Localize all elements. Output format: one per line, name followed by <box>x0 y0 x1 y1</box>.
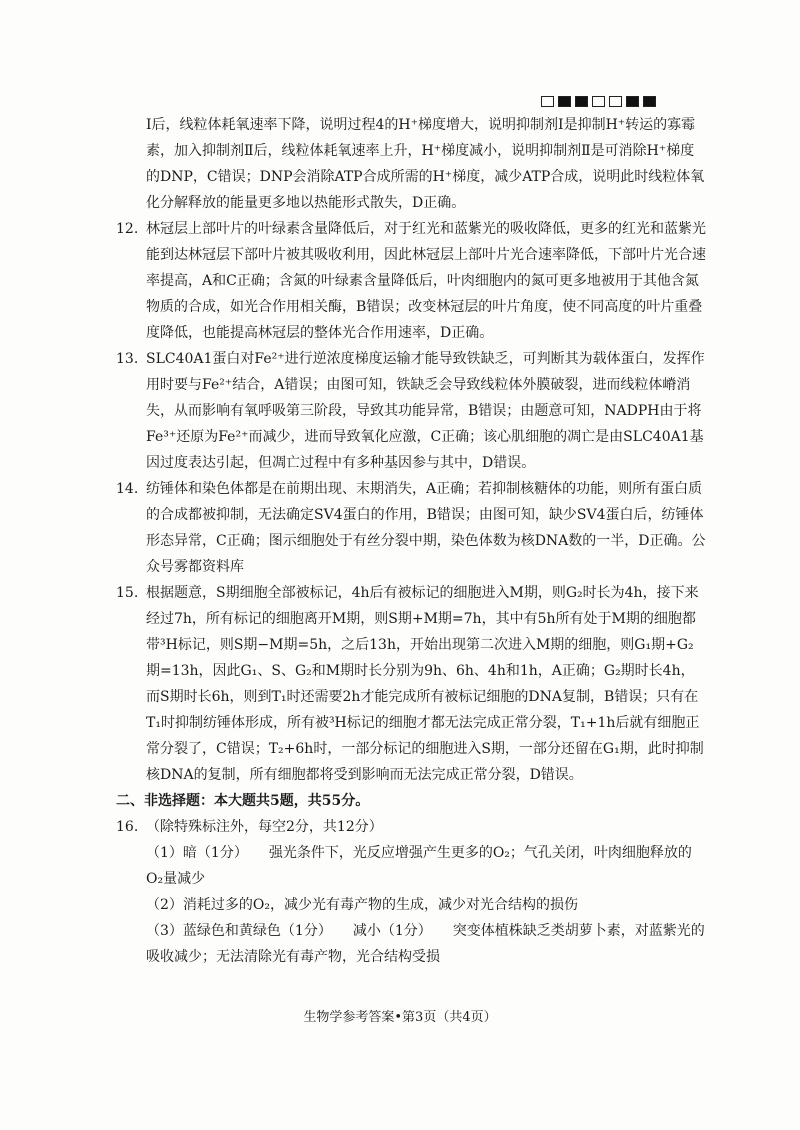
item-number: 15. <box>116 585 139 601</box>
item-number: 16. <box>116 819 139 835</box>
answer-16-part-3: （3）蓝绿色和黄绿色（1分） 减小（1分） 突变体植株缺乏类胡萝卜素，对蓝紫光的吸收减少；无法清除光有毒产物，光合结构受损 <box>146 923 705 965</box>
header-mark-empty-icon <box>541 96 554 107</box>
header-mark-empty-icon <box>592 96 605 107</box>
section-heading: 二、非选择题：本大题共5题，共55分。 <box>116 793 370 809</box>
answer-item-13 <box>116 346 706 476</box>
header-marks <box>541 96 656 107</box>
answer-item-15 <box>116 580 706 788</box>
header-mark-filled-icon <box>575 96 588 107</box>
header-mark-filled-icon <box>626 96 639 107</box>
answer-content <box>116 112 706 970</box>
answer-item-14 <box>116 476 706 580</box>
continued-answer-11: Ⅰ后，线粒体耗氧速率下降，说明过程4的H⁺梯度增大，说明抑制剂Ⅰ是抑制H⁺转运的寡霉素，加入抑制剂Ⅱ后，线粒体耗氧速率上升，H⁺梯度减小，说明抑制剂Ⅱ是可消除H⁺梯度的DNP，C错误；DNP会消除ATP合成所需的H⁺梯度，减少ATP合成，说明此时线粒体氧化分解释放的能量更多地以热能形式散失，D正确。 <box>146 117 705 211</box>
item-number: 14. <box>116 481 139 497</box>
page-footer: 生物学参考答案•第3页（共4页） <box>303 1010 497 1025</box>
answer-16-part-2: （2）消耗过多的O₂，减少光有毒产物的生成，减少对光合结构的损伤 <box>146 897 578 913</box>
item-number: 12. <box>116 221 139 237</box>
item-text: 根据题意，S期细胞全部被标记，4h后有被标记的细胞进入M期，则G₂时长为4h，接下来经过7h，所有标记的细胞离开M期，则S期+M期=7h，其中有5h所有处于M期的细胞都带³H标记，则S期−M期=5h，之后13h，开始出现第二次进入M期的细胞，则G₁期+G₂期=13h，因此G₁、S、G₂和M期时长分别为9h、6h、4h和1h，A正确；G₂期时长4h，而S期时长6h，则到T₁时还需要2h才能完成所有被标记细胞的DNA复制，B错误；只有在T₁时抑制纺锤体形成，所有被³H标记的细胞才都无法完成正常分裂，T₁+1h后就有细胞正常分裂了，C错误；T₂+6h时，一部分标记的细胞进入S期，一部分还留在G₁期，此时抑制核DNA的复制，所有细胞都将受到影响而无法完成正常分裂，D错误。 <box>146 585 704 783</box>
answer-item-12 <box>116 216 706 346</box>
item-number: 13. <box>116 351 139 367</box>
header-mark-empty-icon <box>609 96 622 107</box>
item-text: SLC40A1蛋白对Fe²⁺进行逆浓度梯度运输才能导致铁缺乏，可判断其为载体蛋白，发挥作用时要与Fe²⁺结合，A错误；由图可知，铁缺乏会导致线粒体外膜破裂，进而线粒体嵴消失，从而影响有氧呼吸第三阶段，导致其功能异常，B错误；由题意可知，NADPH由于将Fe³⁺还原为Fe²⁺而减少，进而导致氧化应激，C正确；该心肌细胞的凋亡是由SLC40A1基因过度表达引起，但凋亡过程中有多种基因参与其中，D错误。 <box>146 351 705 471</box>
answer-item-16 <box>116 814 706 840</box>
answer-16-part-1: （1）暗（1分） 强光条件下，光反应增强产生更多的O₂；气孔关闭，叶肉细胞释放的O₂量减少 <box>146 845 692 887</box>
header-mark-filled-icon <box>643 96 656 107</box>
item-intro: （除特殊标注外，每空2分，共12分） <box>146 819 383 835</box>
header-mark-filled-icon <box>558 96 571 107</box>
item-text: 林冠层上部叶片的叶绿素含量降低后，对于红光和蓝紫光的吸收降低，更多的红光和蓝紫光能到达林冠层下部叶片被其吸收利用，因此林冠层上部叶片光合速率降低，下部叶片光合速率提高，A和C正确；含氮的叶绿素含量降低后，叶肉细胞内的氮可更多地被用于其他含氮物质的合成，如光合作用相关酶，B错误；改变林冠层的叶片角度，使不同高度的叶片重叠度降低，也能提高林冠层的整体光合作用速率，D正确。 <box>146 221 706 341</box>
item-text: 纺锤体和染色体都是在前期出现、末期消失，A正确；若抑制核糖体的功能，则所有蛋白质的合成都被抑制，无法确定SV4蛋白的作用，B错误；由图可知，缺少SV4蛋白后，纺锤体形态异常，C正确；图示细胞处于有丝分裂中期，染色体数为核DNA数的一半，D正确。公众号雾都资料库 <box>146 481 706 575</box>
